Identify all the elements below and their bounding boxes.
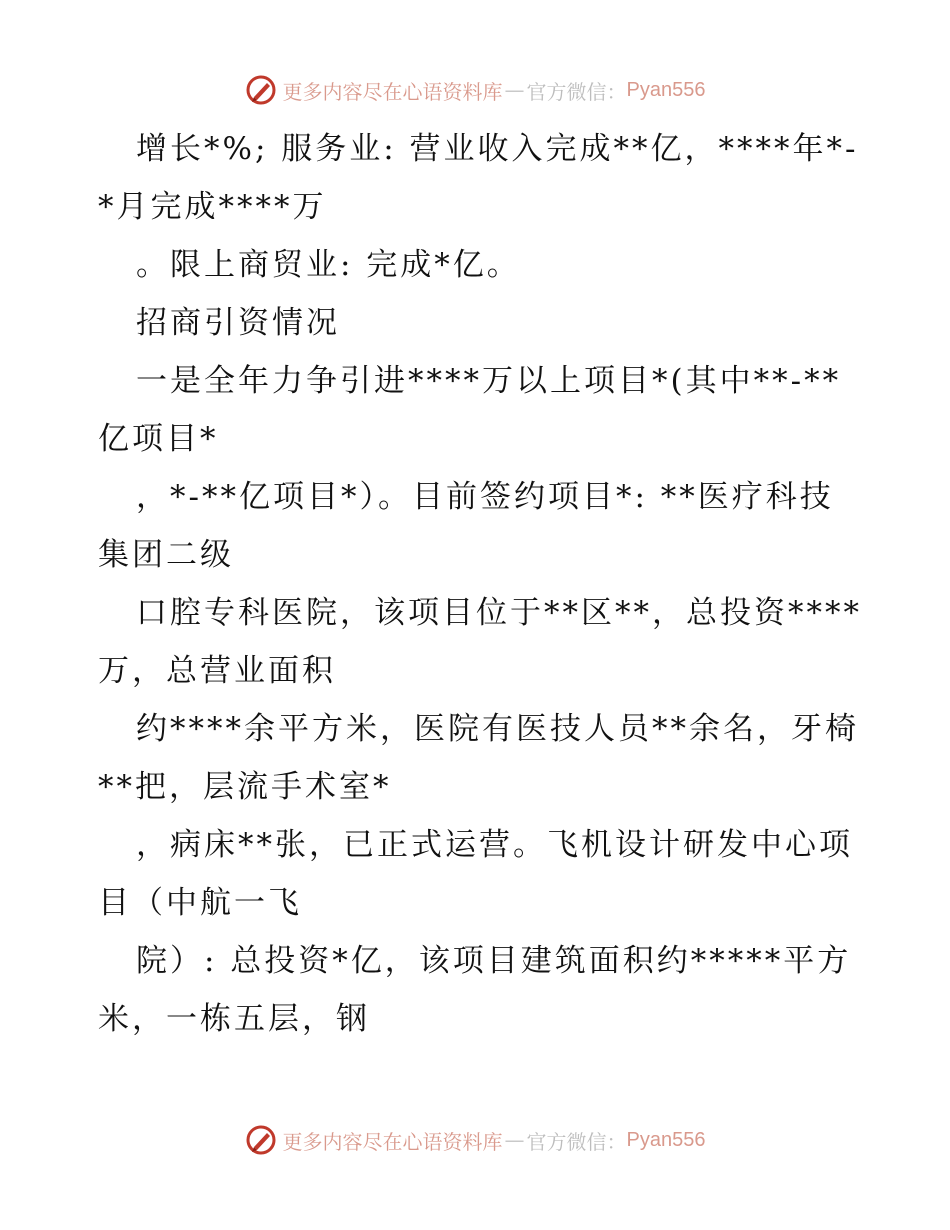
text-line: 亿项目* bbox=[98, 421, 219, 457]
header-watermark-banner bbox=[0, 70, 950, 110]
banner-sub-text: 官方微信： bbox=[526, 79, 627, 104]
text-line: 集团二级 bbox=[98, 537, 234, 573]
text-line: 。限上商贸业: 完成*亿。 bbox=[136, 247, 521, 283]
text-line: 约****余平方米，医院有医技人员**余名，牙椅 bbox=[136, 711, 859, 747]
banner-wechat-id: Pyan556 bbox=[626, 1128, 706, 1151]
text-line: ，*-**亿项目*）。目前签约项目*: **医疗科技 bbox=[136, 479, 834, 515]
banner-separator: — bbox=[504, 78, 525, 102]
section-heading: 招商引资情况 bbox=[136, 305, 340, 341]
banner-sub-text: 官方微信： bbox=[526, 1129, 627, 1154]
pen-logo-icon bbox=[245, 74, 277, 106]
text-line: 目（中航一飞 bbox=[98, 885, 302, 921]
banner-wechat-id: Pyan556 bbox=[626, 78, 706, 101]
banner-separator: — bbox=[504, 1128, 525, 1152]
footer-watermark-banner bbox=[0, 1120, 950, 1160]
text-line: 口腔专科医院，该项目位于**区**，总投资**** bbox=[136, 595, 862, 631]
text-line: 米，一栋五层，钢 bbox=[98, 1001, 370, 1037]
document-body bbox=[98, 120, 862, 1048]
banner-main-text: 更多内容尽在心语资料库 bbox=[282, 1129, 503, 1154]
text-line: *月完成****万 bbox=[98, 189, 327, 225]
text-line: 院）: 总投资*亿，该项目建筑面积约*****平方 bbox=[136, 943, 852, 979]
text-line: ，病床**张，已正式运营。飞机设计研发中心项 bbox=[136, 827, 853, 863]
pen-logo-icon bbox=[245, 1124, 277, 1156]
text-line: **把，层流手术室* bbox=[98, 769, 392, 805]
text-line: 一是全年力争引进****万以上项目*(其中**-** bbox=[136, 363, 842, 399]
text-line: 万，总营业面积 bbox=[98, 653, 336, 689]
text-line: 增长*%; 服务业: 营业收入完成**亿，****年*- bbox=[136, 131, 859, 167]
banner-main-text: 更多内容尽在心语资料库 bbox=[282, 79, 503, 104]
